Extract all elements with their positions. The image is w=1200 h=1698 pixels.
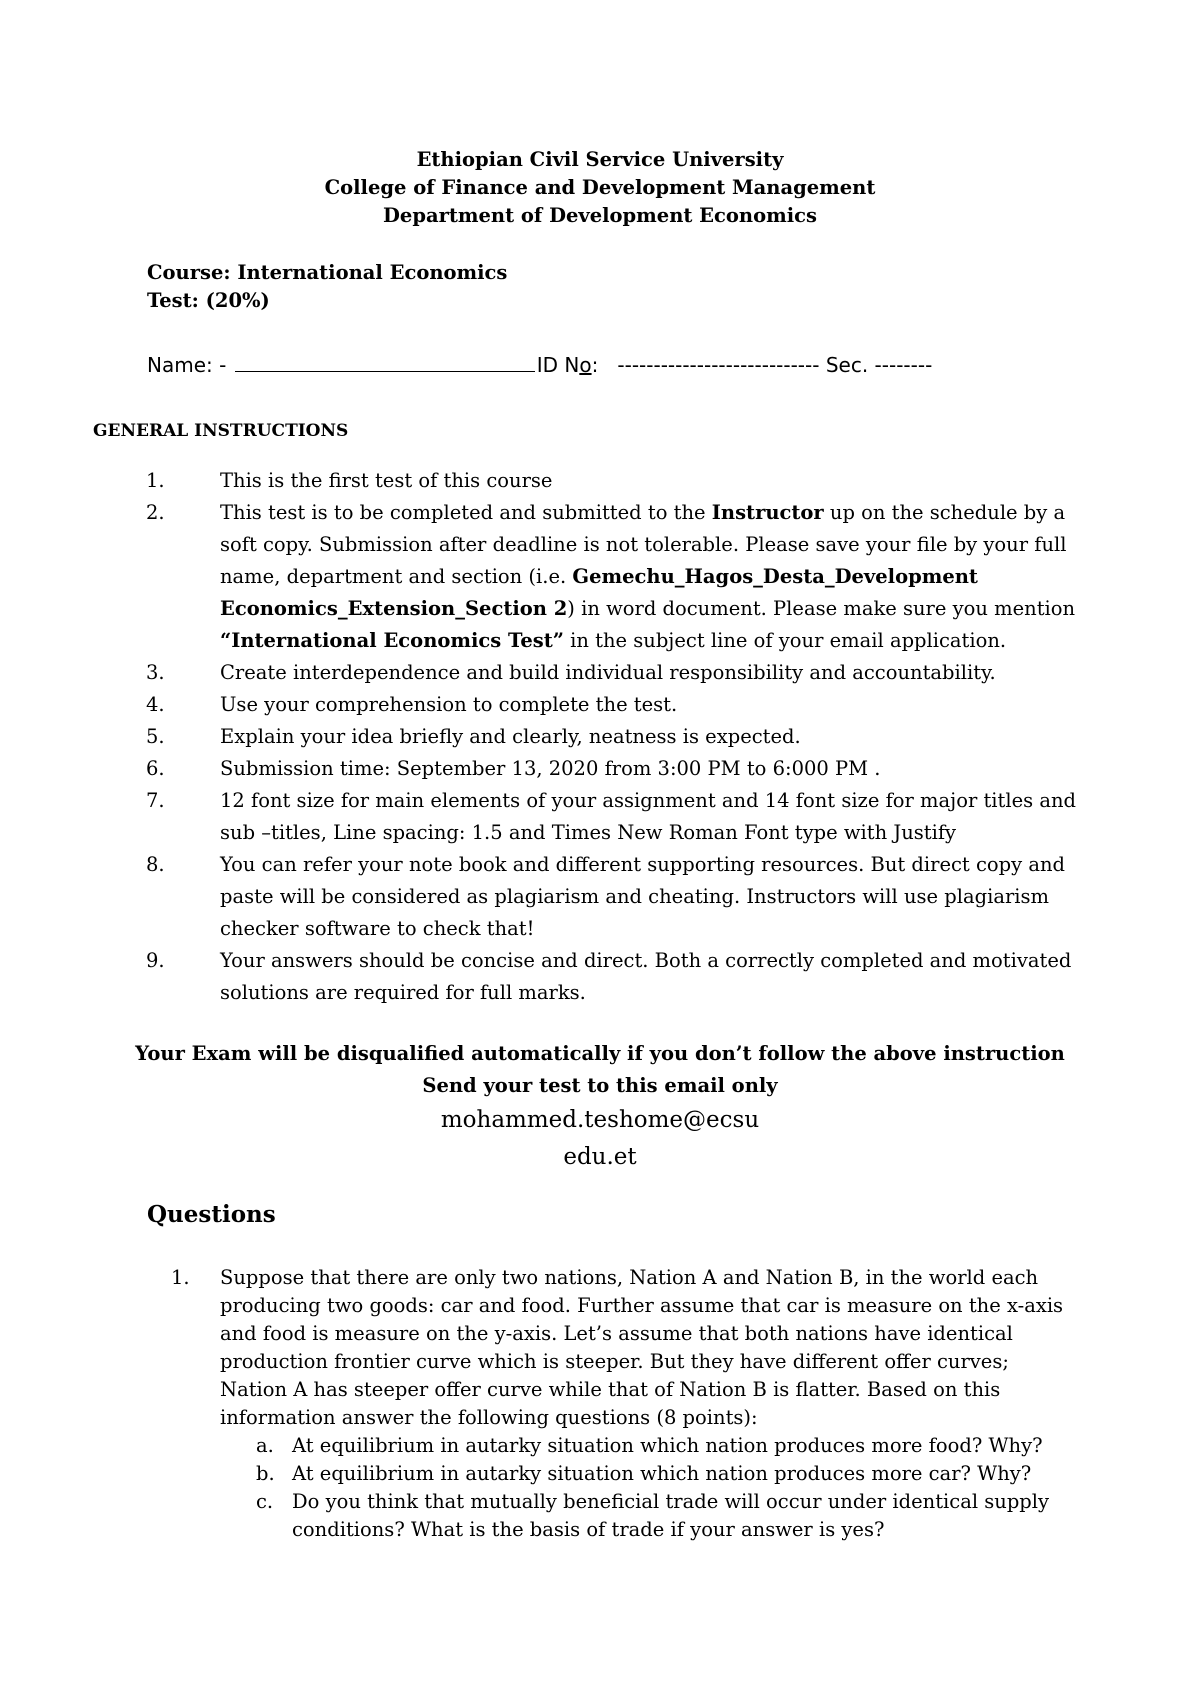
course-line: Course: International Economics	[147, 261, 508, 284]
send-instruction: Send your test to this email only	[422, 1074, 778, 1097]
university-name: Ethiopian Civil Service University	[416, 148, 784, 171]
id-colon: :	[591, 353, 599, 377]
name-blank-field[interactable]	[235, 353, 535, 372]
sec-label: Sec.	[825, 353, 869, 377]
id-label-underlined-o: o	[579, 353, 592, 377]
email-address-line-1[interactable]: mohammed.teshome@ecsu	[440, 1107, 760, 1133]
id-blank-field[interactable]: ----------------------------	[617, 353, 820, 377]
email-address-line-2[interactable]: edu.et	[563, 1144, 637, 1170]
questions-title: Questions	[147, 1201, 276, 1228]
department-name: Department of Development Economics	[383, 204, 817, 227]
test-weight-line: Test: (20%)	[147, 289, 270, 312]
sec-blank-field[interactable]: --------	[874, 353, 933, 377]
college-name: College of Finance and Development Management	[324, 176, 876, 199]
disqualification-warning: Your Exam will be disqualified automatically if you don’t follow the above instruction	[135, 1042, 1065, 1065]
name-label: Name: -	[147, 353, 227, 377]
general-instructions-title: GENERAL INSTRUCTIONS	[93, 421, 349, 441]
id-label: ID N	[536, 353, 580, 377]
student-info-line	[147, 353, 932, 377]
document-page: Ethiopian Civil Service University College of Finance and Development Management Department of Development Economics Course: International Economics Test: (20%) Name: - ID No: ---------------------------- Sec. -------- GENERAL INSTRUCTIONS 1. This is the first test of this course 2. This test is to be completed and submitted to the Instructor up on the schedule by a soft copy. Submission after deadline is not tolerable. Please save your file by your full name, department and section (i.e. Gemechu_Hagos_Desta_Development Economics_Extension_Section 2) in word document. Please make sure you mention “International Economics Test” in the subject line of your email application. 3. Create interdependence and build individual responsibility and accountability. 4. Use your comprehension to complete the test. 5. Explain your idea briefly and clearly, neatness is expected. 6. Submission time: September 13, 2020 from 3:00 PM to 6:000 PM . 7. 12 font size for main elements of your assignment and 14 font size for major titles and sub –titles, Line spacing: 1.5 and Times New Roman Font type with Justify 8. You can refer your note book and different supporting resources. But direct copy and paste will be considered as plagiarism and cheating. Instructors will use plagiarism checker software to check that! 9. Your answers should be concise and direct. Both a correctly completed and motivated solutions are required for full marks. Your Exam will be disqualified automatically if you don’t follow the above instruction Send your test to this email only mohammed.teshome@ecsu edu.et Questions 1. Suppose that there are only two nations, Nation A and Nation B, in the world each producing two goods: car and food. Further assume that car is measure on the x-axis and food is measure on the y-axis. Let’s assume that both nations have identical production frontier curve which is steeper. But they have different offer curves; Nation A has steeper offer curve while that of Nation B is flatter. Based on this information answer the following questions (8 points): a. At equilibrium in autarky situation which nation produces more food? Why? b. At equilibrium in autarky situation which nation produces more car? Why? c. Do you think that mutually beneficial trade will occur under identical supply conditions? What is the basis of trade if your answer is yes?	[0, 0, 1200, 1698]
